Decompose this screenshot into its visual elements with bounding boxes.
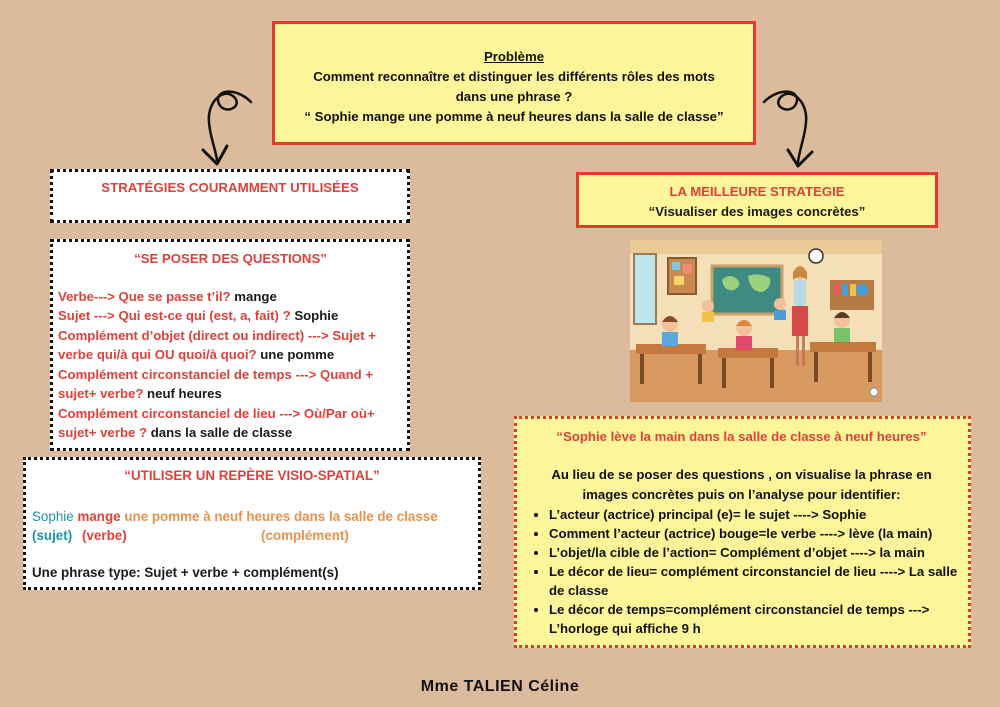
strategies-box <box>50 169 410 223</box>
question-line: Complément d’objet (direct ou indirect) ---> Sujet + <box>58 327 376 343</box>
best-strategy-box <box>576 172 938 228</box>
question-line: sujet+ verbe ? dans la salle de classe <box>58 425 293 440</box>
questions-box <box>50 239 410 451</box>
problem-line-2: dans une phrase ? <box>455 89 573 104</box>
explanation-title: “Sophie lève la main dans la salle de classe à neuf heures” <box>556 429 927 444</box>
list-item: • Le décor de temps=complément circonstanciel de temps ---> L’horloge qui affiche 9 h <box>549 600 958 638</box>
sentence-type: Une phrase type: Sujet + verbe + complément(s) <box>32 565 339 580</box>
problem-title: Problème <box>483 49 545 64</box>
list-item: • Comment l’acteur (actrice) bouge=le verbe ----> lève (la main) <box>549 524 958 543</box>
sentence-subject: Sophie <box>32 508 74 524</box>
best-strategy-subtitle: “Visualiser des images concrètes” <box>648 204 866 219</box>
visio-title: “UTILISER UN REPÈRE VISIO-SPATIAL” <box>124 468 380 483</box>
right-curly-arrow-icon <box>760 82 820 172</box>
list-item: • Le décor de lieu= complément circonstanciel de lieu ----> La salle de classe <box>549 562 958 600</box>
question-line: verbe qui/à qui OU quoi/à quoi? une pomme <box>58 347 335 362</box>
sentence-verb: mange <box>77 508 121 524</box>
list-item: • L’acteur (actrice) principal (e)= le sujet ----> Sophie <box>549 505 958 524</box>
label-complement: (complément) <box>261 528 349 543</box>
question-line: Sujet ---> Qui est-ce qui (est, a, fait) ? Sophie <box>58 308 339 323</box>
problem-line-1: Comment reconnaître et distinguer les différents rôles des mots <box>313 69 715 84</box>
strategies-title: STRATÉGIES COURAMMENT UTILISÉES <box>101 180 359 195</box>
explanation-list <box>525 505 958 638</box>
classroom-image <box>630 240 882 402</box>
sentence-labels <box>32 526 472 546</box>
classroom-illustration <box>630 240 882 402</box>
questions-title: “SE POSER DES QUESTIONS” <box>134 251 327 266</box>
visio-spatial-box <box>23 457 481 590</box>
explanation-intro-1: Au lieu de se poser des questions , on visualise la phrase en <box>551 467 932 482</box>
question-line: Complément circonstanciel de temps ---> Quand + <box>58 366 374 382</box>
sentence-complement: une pomme à neuf heures dans la salle de classe <box>124 508 438 524</box>
example-sentence <box>32 507 472 527</box>
label-verb: (verbe) <box>82 528 127 543</box>
question-line: Complément circonstanciel de lieu ---> Où/Par où+ <box>58 405 375 421</box>
author-signature: Mme TALIEN Céline <box>420 678 580 695</box>
best-strategy-title: LA MEILLEURE STRATEGIE <box>669 184 845 199</box>
question-line: sujet+ verbe? neuf heures <box>58 386 222 401</box>
question-line: Verbe---> Que se passe t’il? mange <box>58 288 277 304</box>
problem-box <box>272 21 756 145</box>
left-curly-arrow-icon <box>195 82 255 170</box>
explanation-intro-2: images concrètes puis on l’analyse pour identifier: <box>582 487 901 502</box>
explanation-box <box>514 416 971 648</box>
problem-line-3: “ Sophie mange une pomme à neuf heures dans la salle de classe” <box>304 109 724 124</box>
list-item: • L’objet/la cible de l’action= Complément d’objet ----> la main <box>549 543 958 562</box>
label-subject: (sujet) <box>32 528 73 543</box>
